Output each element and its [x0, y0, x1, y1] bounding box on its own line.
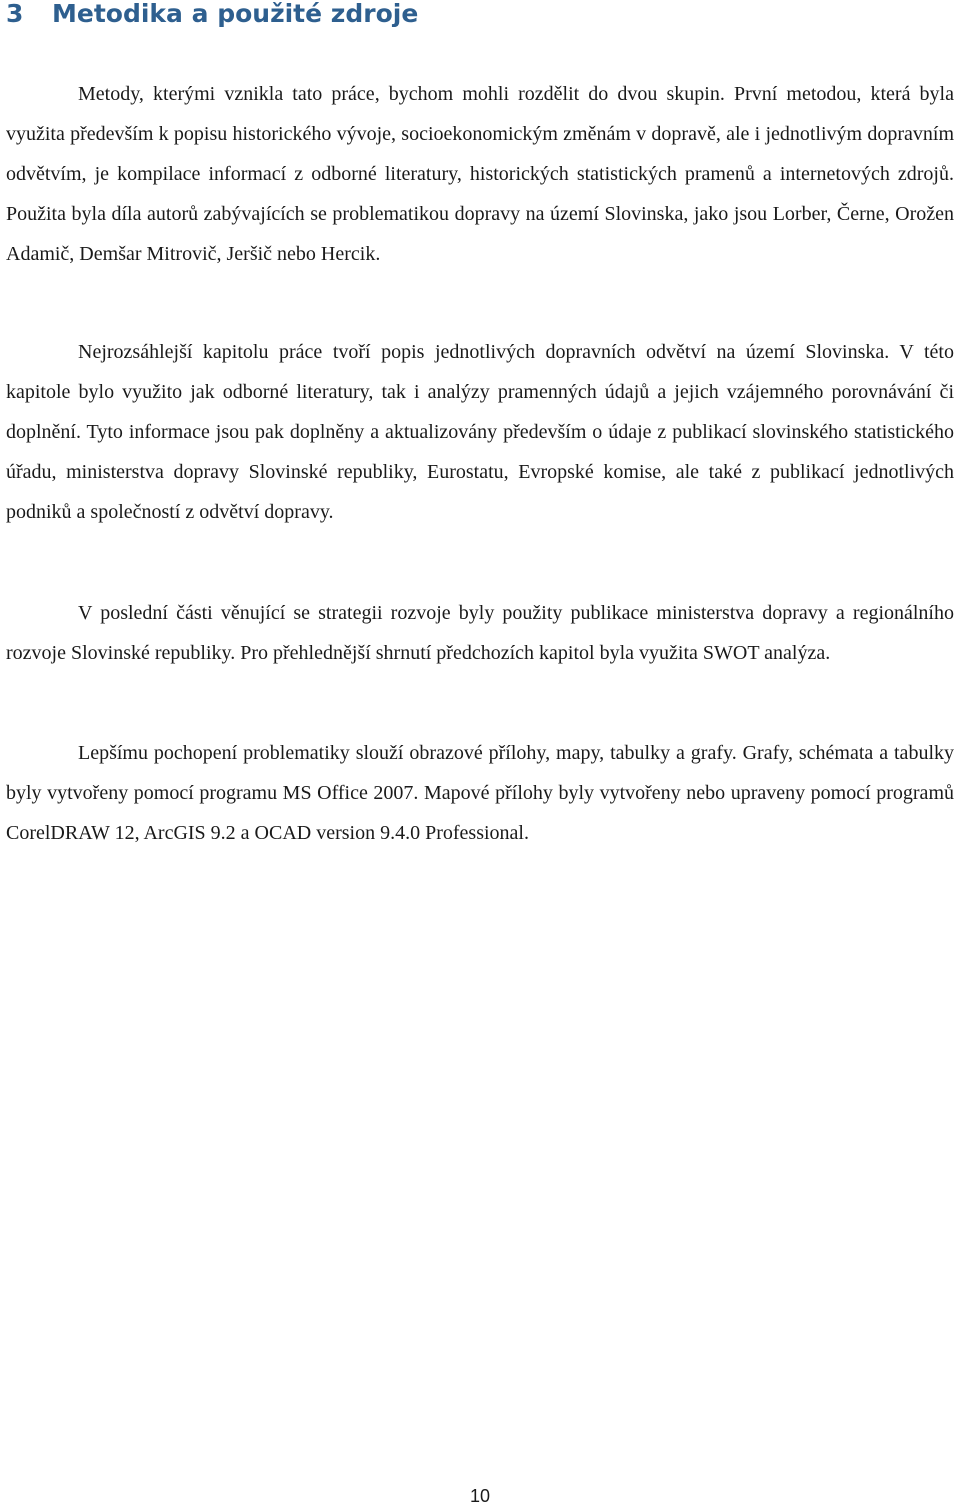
chapter-title: Metodika a použité zdroje [52, 0, 419, 28]
paragraph-attachments: Lepšímu pochopení problematiky slouží obrazové přílohy, mapy, tabulky a grafy. Grafy, schémata a tabulky byly vytvořeny pomocí programu MS Office 2007. Mapové přílohy byly vytvořeny nebo upraveny pomocí programů CorelDRAW 12, ArcGIS 9.2 a OCAD version 9.4.0 Professional. [6, 742, 954, 844]
paragraph-strategy: V poslední části věnující se strategii rozvoje byly použity publikace ministerstva dopravy a regionálního rozvoje Slovinské republiky. Pro přehlednější shrnutí předchozích kapitol byla využita SWOT analýza. [6, 602, 954, 664]
page-number: 10 [469, 1486, 491, 1506]
paragraph-methods: Metody, kterými vznikla tato práce, bychom mohli rozdělit do dvou skupin. První metodou, která byla využita především k popisu historického vývoje, socioekonomickým změnám v dopravě, ale i jednotlivým dopravním odvětvím, je kompilace informací z odborné literatury, historických statistických pramenů a internetových zdrojů. Použita byla díla autorů zabývajících se problematikou dopravy na území Slovinska, jako jsou Lorber, Černe, Orožen Adamič, Demšar Mitrovič, Jeršič nebo Hercik. [6, 83, 954, 265]
chapter-heading [6, 0, 418, 32]
chapter-number: 3 [6, 0, 24, 28]
paragraph-main-chapter: Nejrozsáhlejší kapitolu práce tvoří popis jednotlivých dopravních odvětví na území Slovinska. V této kapitole bylo využito jak odborné literatury, tak i analýzy pramenných údajů a jejich vzájemného porovnávání či doplnění. Tyto informace jsou pak doplněny a aktualizovány především o údaje z publikací slovinského statistického úřadu, ministerstva dopravy Slovinské republiky, Eurostatu, Evropské komise, ale také z publikací jednotlivých podniků a společností z odvětví dopravy. [6, 341, 954, 523]
